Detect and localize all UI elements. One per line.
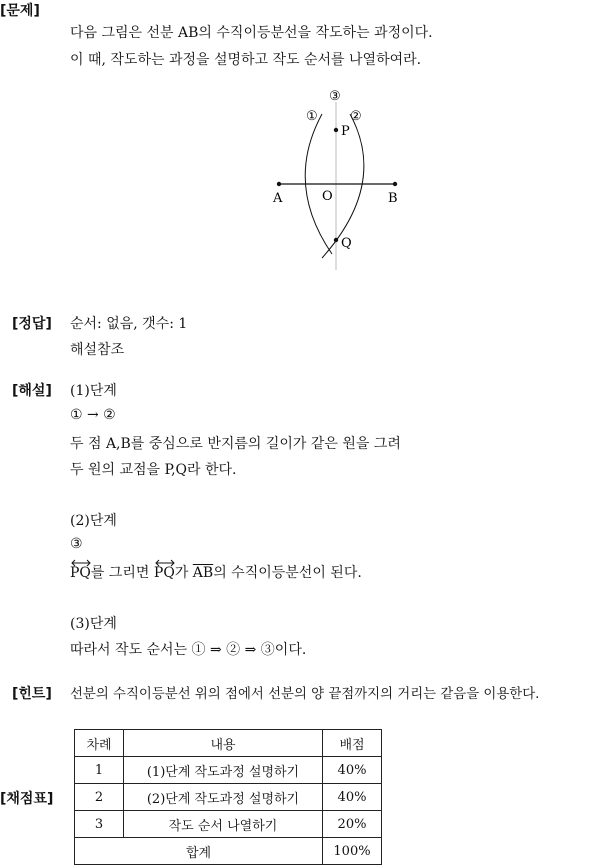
row-order: 2 xyxy=(75,784,124,811)
row-content: 작도 순서 나열하기 xyxy=(124,811,323,838)
point-p xyxy=(334,128,338,132)
row-score: 40% xyxy=(323,784,382,811)
explanation-label: [해설] xyxy=(12,383,52,399)
label-o: O xyxy=(322,189,333,204)
step2-text-1: 를 그리면 xyxy=(90,565,154,581)
label-a: A xyxy=(273,191,283,206)
line-pq-1: PQ xyxy=(70,565,91,581)
problem-label: [문제] xyxy=(0,3,40,19)
step2-sequence: ③ xyxy=(70,536,83,552)
table-row xyxy=(75,811,382,838)
step3-line: 따라서 작도 순서는 ① ⇒ ② ⇒ ③이다. xyxy=(70,642,307,658)
rubric-total-row xyxy=(75,838,382,865)
row-score: 20% xyxy=(323,811,382,838)
answer-label: [정답] xyxy=(12,316,52,332)
row-order: 3 xyxy=(75,811,124,838)
problem-line-1: 다음 그림은 선분 AB의 수직이등분선을 작도하는 과정이다. xyxy=(70,25,433,41)
step1-line-2: 두 원의 교점을 P,Q라 한다. xyxy=(70,462,237,478)
rubric-table xyxy=(74,729,382,865)
construction-figure xyxy=(260,80,420,275)
step1-title: (1)단계 xyxy=(70,383,117,399)
problem-line-2: 이 때, 작도하는 과정을 설명하고 작도 순서를 나열하여라. xyxy=(70,52,422,68)
rubric-header-row xyxy=(75,730,382,757)
step1-sequence: ① → ② xyxy=(70,407,116,423)
header-order: 차례 xyxy=(75,730,124,757)
point-a xyxy=(277,182,281,186)
rubric-label: [채점표] xyxy=(0,791,54,807)
line-pq-symbol-2 xyxy=(154,559,176,567)
step2-text-3: 의 수직이등분선이 된다. xyxy=(213,565,362,581)
circ2-label: ② xyxy=(350,109,362,124)
circ3-label: ③ xyxy=(329,89,341,104)
point-b xyxy=(393,182,397,186)
segment-ab-symbol: $\overline{AB}$ xyxy=(192,565,214,581)
circ1-label: ① xyxy=(306,109,318,124)
label-p: P xyxy=(341,124,350,139)
header-score: 배점 xyxy=(323,730,382,757)
row-score: 40% xyxy=(323,757,382,784)
table-row xyxy=(75,784,382,811)
row-order: 1 xyxy=(75,757,124,784)
answer-line-2: 해설참조 xyxy=(70,342,125,358)
step2-line xyxy=(70,562,362,582)
hint-label: [힌트] xyxy=(12,686,52,702)
row-content: (2)단계 작도과정 설명하기 xyxy=(124,784,323,811)
total-label: 합계 xyxy=(75,838,323,865)
header-content: 내용 xyxy=(124,730,323,757)
step3-title: (3)단계 xyxy=(70,616,117,632)
line-pq-2: PQ xyxy=(153,565,175,581)
step2-title: (2)단계 xyxy=(70,513,117,529)
step2-text-2: 가 xyxy=(174,565,193,581)
total-value: 100% xyxy=(323,838,382,865)
step1-line-1: 두 점 A,B를 중심으로 반지름의 길이가 같은 원을 그려 xyxy=(70,436,401,452)
answer-line-1: 순서: 없음, 갯수: 1 xyxy=(70,316,188,332)
line-pq-symbol-1 xyxy=(70,559,92,567)
label-q: Q xyxy=(341,236,352,251)
label-b: B xyxy=(388,191,398,206)
table-row xyxy=(75,757,382,784)
row-content: (1)단계 작도과정 설명하기 xyxy=(124,757,323,784)
hint-text: 선분의 수직이등분선 위의 점에서 선분의 양 끝점까지의 거리는 같음을 이용한다. xyxy=(70,687,540,702)
